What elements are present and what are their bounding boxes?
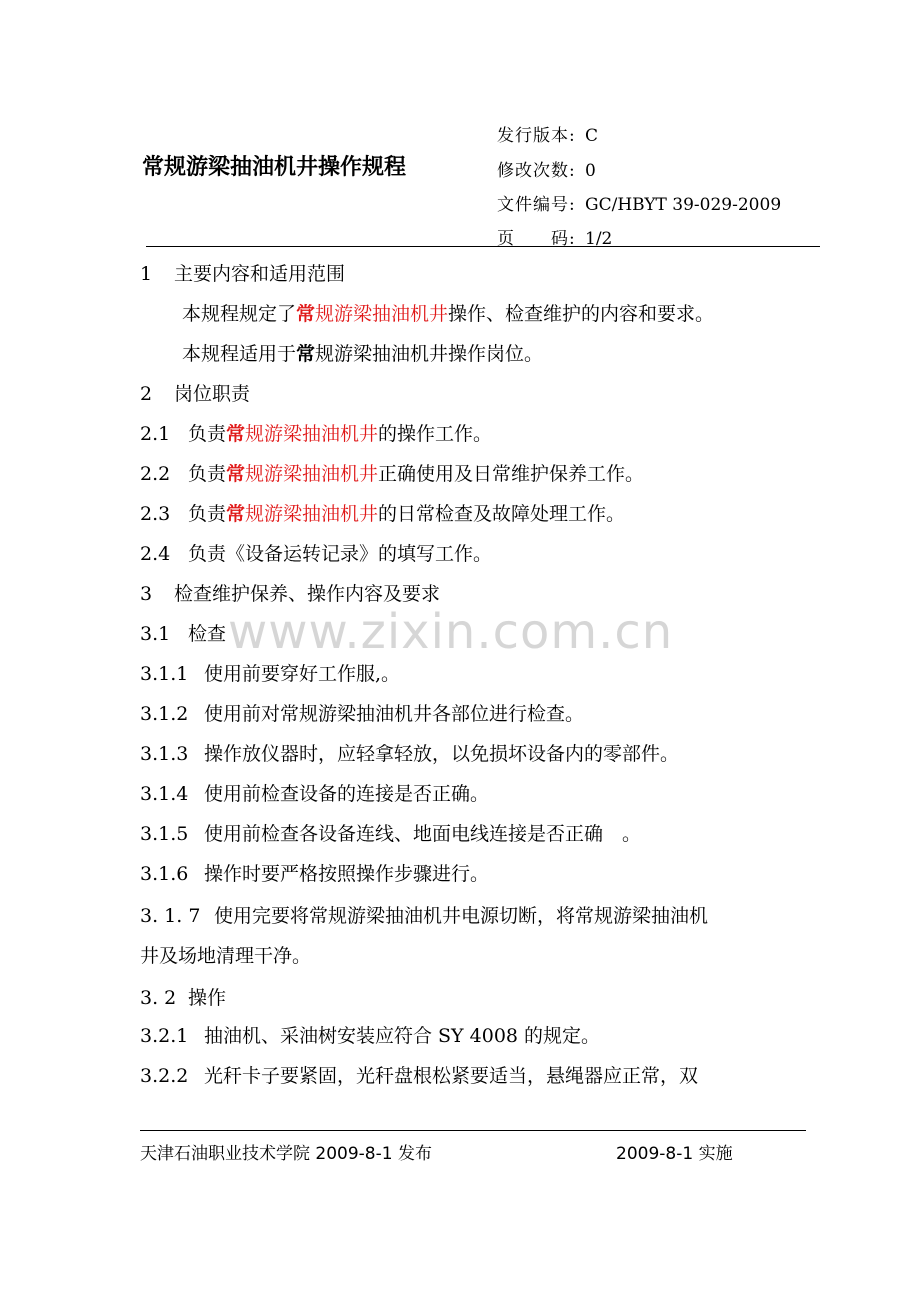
paragraph-scope-content <box>182 299 714 326</box>
text-run: 光秆卡子要紧固，光秆盘根松紧要适当，悬绳器应正常，双 <box>204 1065 699 1087</box>
highlight-text: 规游梁抽油机井 <box>245 423 379 445</box>
meta-value: 1/2 <box>585 229 613 249</box>
paragraph-scope-applicability <box>182 339 543 366</box>
text-run: 的日常检查及故障处理工作。 <box>378 503 626 525</box>
bold-char: 常 <box>296 343 316 365</box>
text-run: 使用前对常规游梁抽油机井各部位进行检查。 <box>204 703 585 725</box>
clause-number: 2.4 <box>140 543 171 565</box>
highlight-char: 常 <box>226 463 246 485</box>
meta-value: C <box>585 126 599 146</box>
footer-effective: 2009-8-1 实施 <box>616 1144 733 1164</box>
clause-number: 3.1.3 <box>140 743 189 765</box>
clause-2-1 <box>140 419 492 446</box>
highlight-text: 规游梁抽油机井 <box>315 303 449 325</box>
section-title: 检查维护保养、操作内容及要求 <box>174 583 441 605</box>
text-run: 抽油机、采油树安装应符合 SY 4008 的规定。 <box>204 1025 601 1047</box>
clause-3-1-4 <box>140 779 489 806</box>
clause-3-2 <box>140 983 226 1010</box>
clause-number: 2.3 <box>140 503 171 525</box>
clause-number: 3. 2 <box>140 987 177 1009</box>
text-run: 的操作工作。 <box>378 423 493 445</box>
meta-label: 文件编号: <box>497 195 576 215</box>
text-run: 操作 <box>188 987 227 1009</box>
document-title: 常规游梁抽油机井操作规程 <box>142 155 407 180</box>
clause-3-1-7-continued <box>140 941 311 968</box>
clause-3-1 <box>140 619 226 646</box>
text-run: 检查 <box>188 623 227 645</box>
text-run: 操作放仪器时，应轻拿轻放，以免损坏设备内的零部件。 <box>204 743 680 765</box>
meta-label: 发行版本: <box>497 126 576 146</box>
clause-3-2-1 <box>140 1021 600 1048</box>
clause-3-1-1 <box>140 659 400 686</box>
text-run: 负责 <box>188 463 227 485</box>
clause-2-3 <box>140 499 625 526</box>
clause-3-1-3 <box>140 739 679 766</box>
text-run: 井及场地清理干净。 <box>140 945 312 967</box>
section-number: 1 <box>140 263 153 285</box>
section-3-heading <box>140 579 440 606</box>
meta-doc-number <box>497 190 781 215</box>
highlight-text: 规游梁抽油机井 <box>245 503 379 525</box>
footer-issued: 天津石油职业技术学院 2009-8-1 发布 <box>140 1144 432 1164</box>
clause-3-2-2 <box>140 1061 698 1088</box>
text-run: 使用前检查各设备连线、地面电线连接是否正确 。 <box>204 823 642 845</box>
meta-value: 0 <box>585 161 596 181</box>
section-2-heading <box>140 379 250 406</box>
clause-3-1-6 <box>140 859 489 886</box>
text-run: 操作时要严格按照操作步骤进行。 <box>204 863 490 885</box>
clause-number: 2.2 <box>140 463 171 485</box>
section-number: 3 <box>140 583 153 605</box>
text-run: 使用前检查设备的连接是否正确。 <box>204 783 490 805</box>
text-run: 负责《设备运转记录》的填写工作。 <box>188 543 493 565</box>
clause-3-1-5 <box>140 819 641 846</box>
section-number: 2 <box>140 383 153 405</box>
meta-value: GC/HBYT 39-029-2009 <box>585 195 782 215</box>
section-title: 主要内容和适用范围 <box>174 263 346 285</box>
clause-number: 3.1.1 <box>140 663 189 685</box>
clause-2-2 <box>140 459 644 486</box>
highlight-char: 常 <box>296 303 316 325</box>
clause-number: 3. 1. 7 <box>140 905 201 927</box>
text-run: 本规程规定了 <box>182 303 297 325</box>
clause-number: 3.1.6 <box>140 863 189 885</box>
clause-number: 3.1.4 <box>140 783 189 805</box>
clause-number: 3.1.5 <box>140 823 189 845</box>
clause-3-1-2 <box>140 699 584 726</box>
section-title: 岗位职责 <box>174 383 251 405</box>
meta-label: 修改次数: <box>497 161 576 181</box>
clause-number: 3.1.2 <box>140 703 189 725</box>
clause-3-1-7 <box>140 901 708 928</box>
highlight-text: 规游梁抽油机井 <box>245 463 379 485</box>
clause-2-4 <box>140 539 492 566</box>
text-run: 正确使用及日常维护保养工作。 <box>378 463 645 485</box>
clause-number: 3.2.2 <box>140 1065 189 1087</box>
header-divider <box>146 246 820 247</box>
meta-label: 页 码: <box>497 229 576 249</box>
highlight-char: 常 <box>226 503 246 525</box>
text-run: 使用完要将常规游梁抽油机井电源切断，将常规游梁抽油机 <box>214 905 709 927</box>
text-run: 负责 <box>188 423 227 445</box>
clause-number: 3.2.1 <box>140 1025 189 1047</box>
text-run: 规游梁抽油机井操作岗位。 <box>315 343 544 365</box>
clause-number: 3.1 <box>140 623 171 645</box>
text-run: 负责 <box>188 503 227 525</box>
footer-divider <box>140 1130 806 1131</box>
text-run: 使用前要穿好工作服,。 <box>204 663 401 685</box>
clause-number: 2.1 <box>140 423 171 445</box>
highlight-char: 常 <box>226 423 246 445</box>
text-run: 本规程适用于 <box>182 343 297 365</box>
section-1-heading <box>140 259 345 286</box>
meta-version <box>497 121 598 146</box>
watermark: www.zixin.com.cn <box>228 604 674 660</box>
text-run: 操作、检查维护的内容和要求。 <box>448 303 715 325</box>
meta-revision <box>497 156 596 181</box>
